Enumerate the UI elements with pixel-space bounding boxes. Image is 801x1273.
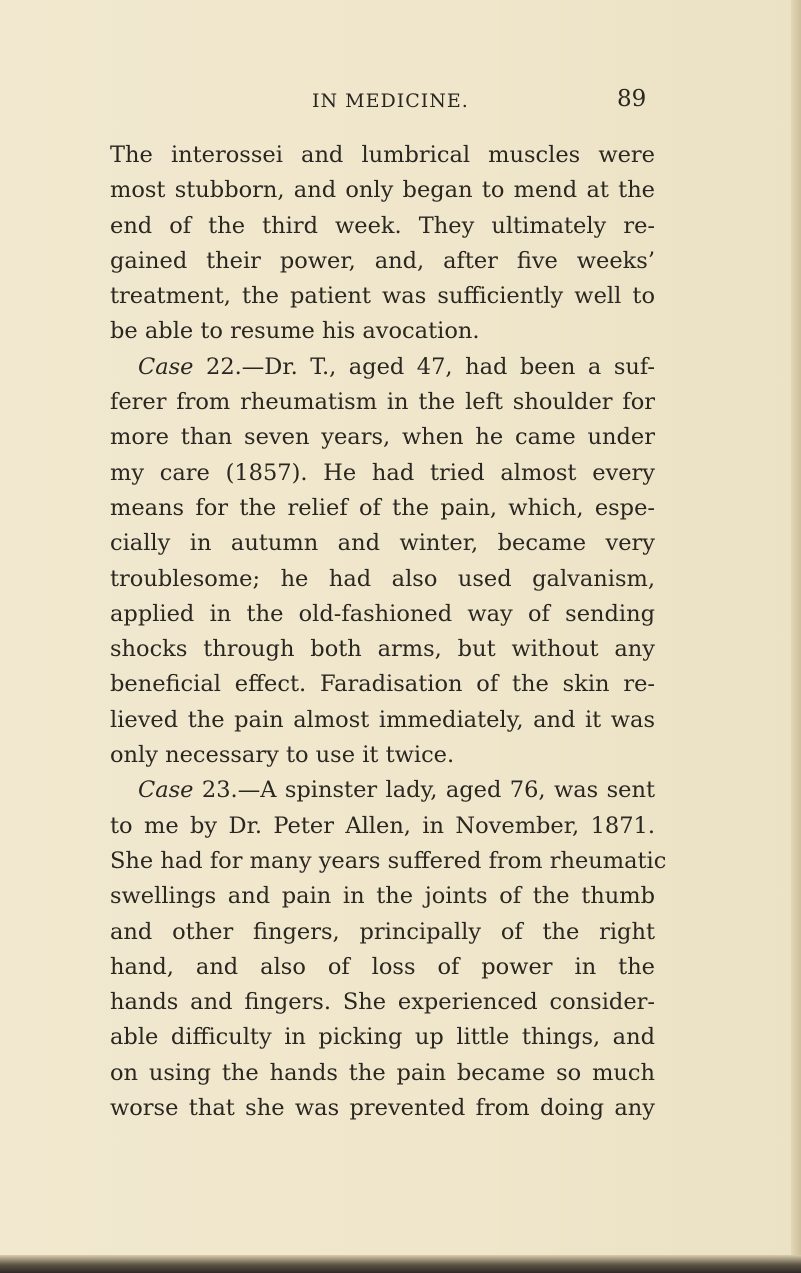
line-text: my care (1857). He had tried almost every [110, 459, 655, 486]
text-line [110, 526, 655, 561]
text-line [110, 1091, 655, 1126]
line-text: swellings and pain in the joints of the thumb [110, 883, 655, 910]
line-text: to me by Dr. Peter Allen, in November, 1871. [110, 812, 655, 839]
text-line [110, 809, 655, 844]
page-number: 89 [617, 86, 647, 112]
line-text: worse that she was prevented from doing any [110, 1095, 655, 1122]
line-text: more than seven years, when he came under [110, 424, 655, 451]
running-title: IN MEDICINE. [312, 90, 469, 112]
text-line [110, 915, 655, 950]
text-line [110, 350, 655, 385]
line-text: hand, and also of loss of power in the [110, 953, 655, 980]
text-line [110, 209, 655, 244]
text-line [110, 738, 655, 773]
page-edge [791, 0, 801, 1273]
line-text: shocks through both arms, but without any [110, 636, 655, 663]
line-text: beneficial effect. Faradisation of the skin re- [110, 671, 655, 698]
text-line [110, 279, 655, 314]
line-text: only necessary to use it twice. [110, 742, 455, 769]
case-label: Case [138, 353, 194, 380]
line-text: treatment, the patient was sufficiently well to [110, 283, 655, 310]
text-line [110, 173, 655, 208]
text-line [110, 385, 655, 420]
line-text: troublesome; he had also used galvanism, [110, 565, 655, 592]
line-text: able difficulty in picking up little things, and [110, 1024, 655, 1051]
line-text: The interossei and lumbrical muscles were [110, 142, 655, 168]
text-line [110, 420, 655, 455]
text-line [110, 597, 655, 632]
line-text: on using the hands the pain became so much [110, 1059, 655, 1086]
text-line [110, 879, 655, 914]
text-line [110, 632, 655, 667]
text-line [110, 562, 655, 597]
line-text: ferer from rheumatism in the left shoulder for [110, 389, 655, 416]
page-header [0, 86, 801, 120]
line-text: means for the relief of the pain, which, espe- [110, 494, 655, 521]
line-text: She had for many years suffered from rheumatic [110, 847, 667, 874]
line-text: gained their power, and, after five weeks’ [110, 247, 655, 274]
line-text: lieved the pain almost immediately, and it was [110, 706, 655, 733]
line-text: end of the third week. They ultimately re- [110, 212, 655, 239]
text-line [110, 456, 655, 491]
text-line [110, 950, 655, 985]
line-text: 23.—A spinster lady, aged 76, was sent [193, 777, 655, 804]
line-text: applied in the old-fashioned way of sending [110, 600, 655, 627]
text-line [110, 1020, 655, 1055]
body-text [110, 138, 667, 1126]
case-label: Case [138, 777, 194, 804]
text-line [110, 703, 655, 738]
text-line [110, 985, 655, 1020]
text-line [110, 244, 655, 279]
page-bottom-shadow [0, 1255, 801, 1273]
line-text: hands and fingers. She experienced consider- [110, 989, 655, 1016]
text-line [110, 773, 655, 808]
text-line [110, 491, 655, 526]
line-text: 22.—Dr. T., aged 47, had been a suf- [193, 353, 655, 380]
text-line [110, 1056, 655, 1091]
text-line [110, 314, 655, 349]
line-text: most stubborn, and only began to mend at the [110, 177, 655, 204]
text-line [110, 138, 655, 173]
line-text: be able to resume his avocation. [110, 318, 480, 345]
line-text: and other fingers, principally of the right [110, 918, 655, 945]
text-line [110, 844, 667, 879]
text-line [110, 667, 655, 702]
line-text: cially in autumn and winter, became very [110, 530, 655, 557]
